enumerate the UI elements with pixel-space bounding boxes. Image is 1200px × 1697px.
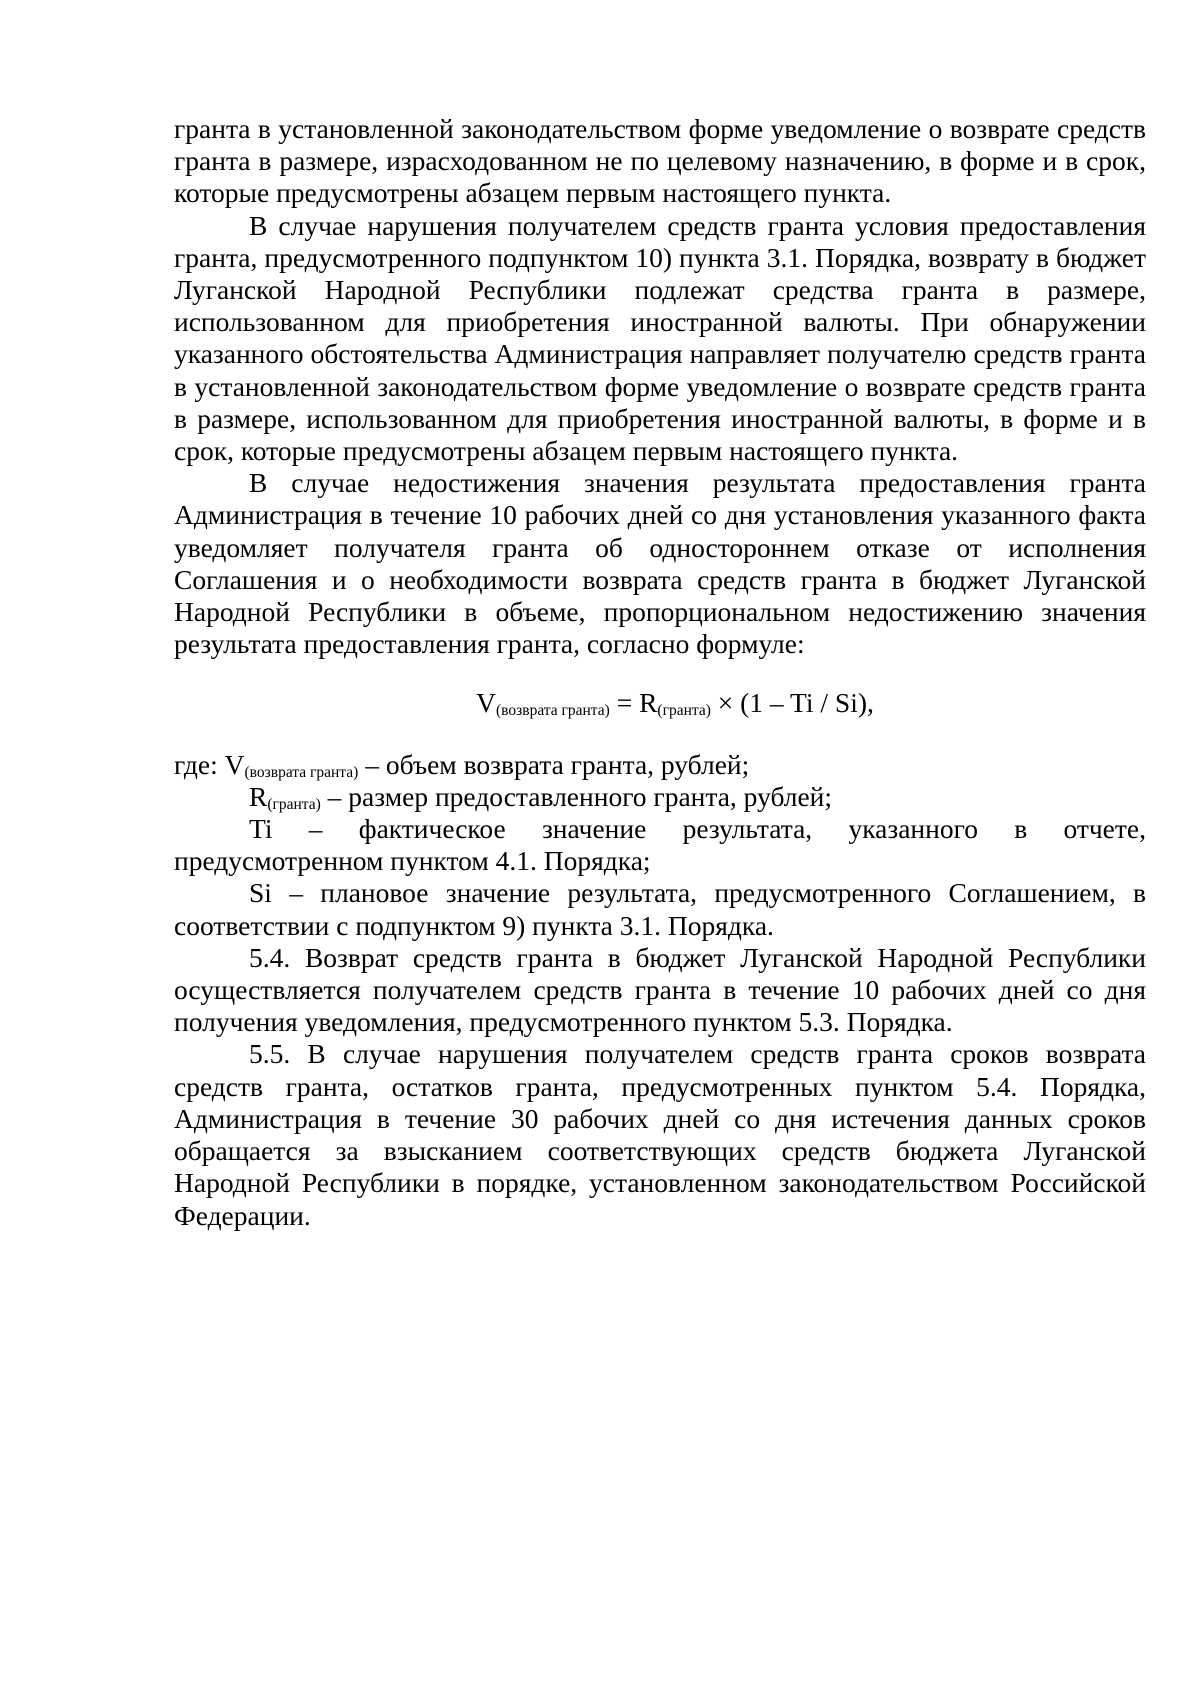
- where-si-definition: Si – плановое значение результата, предусмотренного Соглашением, в соответствии с подпунктом 9) пункта 3.1. Порядка.: [174, 877, 1146, 941]
- paragraph-5-4: 5.4. Возврат средств гранта в бюджет Луганской Народной Республики осуществляется получателем средств гранта в течение 10 рабочих дней со дня получения уведомления, предусмотренного пунктом 5.3. Порядка.: [174, 941, 1146, 1038]
- paragraph-result-not-achieved: В случае недостижения значения результата предоставления гранта Администрация в течение 10 рабочих дней со дня установления указанного факта уведомляет получателя гранта об одностороннем отказе от исполнения Соглашения и о необходимости возврата средств гранта в бюджет Луганской Народной Республики в объеме, пропорциональном недостижению значения результата предоставления гранта, согласно формуле:: [174, 467, 1146, 660]
- where-v-text: – объем возврата гранта, рублей;: [358, 748, 750, 780]
- where-r-subscript: (гранта): [267, 795, 321, 813]
- paragraph-continuation: гранта в установленной законодательством форме уведомление о возврате средств гранта в размере, израсходованном не по целевому назначению, в форме и в срок, которые предусмотрены абзацем первым настоящего пункта.: [174, 113, 1146, 209]
- where-r-symbol: R: [249, 780, 268, 812]
- where-r-text: – размер предоставленного гранта, рублей;: [320, 780, 833, 812]
- formula-v: V: [476, 687, 496, 719]
- where-r-definition: [174, 781, 1146, 813]
- formula-r-subscript: (гранта): [657, 702, 711, 720]
- formula-r: R: [639, 687, 658, 719]
- paragraph-foreign-currency: В случае нарушения получателем средств гранта условия предоставления гранта, предусмотренного подпунктом 10) пункта 3.1. Порядка, возврату в бюджет Луганской Народной Республики подлежат средства гранта в размере, использованном для приобретения иностранной валюты. При обнаружении указанного обстоятельства Администрация направляет получателю средств гранта в установленной законодательством форме уведомление о возврате средств гранта в размере, использованном для приобретения иностранной валюты, в форме и в срок, которые предусмотрены абзацем первым настоящего пункта.: [174, 209, 1146, 467]
- document-body: [174, 113, 1146, 1232]
- return-formula: [174, 687, 1146, 719]
- where-v-subscript: (возврата гранта): [244, 763, 359, 781]
- formula-equals: =: [609, 687, 640, 719]
- formula-rest: × (1 – Ti / Si),: [710, 687, 874, 719]
- formula-v-subscript: (возврата гранта): [496, 702, 610, 720]
- where-prefix: где:: [174, 748, 225, 780]
- where-v-symbol: V: [224, 748, 245, 780]
- paragraph-5-5: 5.5. В случае нарушения получателем средств гранта сроков возврата средств гранта, остатков гранта, предусмотренных пунктом 5.4. Порядка, Администрация в течение 30 рабочих дней со дня истечения данных сроков обращается за взысканием соответствующих средств бюджета Луганской Народной Республики в порядке, установленном законодательством Российской Федерации.: [174, 1038, 1146, 1231]
- where-v-definition: [174, 749, 1146, 781]
- where-ti-definition: Ti – фактическое значение результата, указанного в отчете, предусмотренном пунктом 4.1. Порядка;: [174, 813, 1146, 877]
